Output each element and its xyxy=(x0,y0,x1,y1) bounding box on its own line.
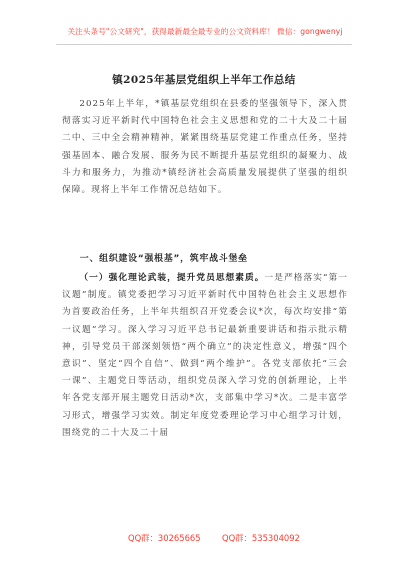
subsection-lead-1: （一）强化理论武装，提升党员思想素质。 xyxy=(79,273,265,283)
header-promo-banner: 关注头条号"公文研究"，获得最新最全最专业的公文资料库！ 微信：gongwenyj xyxy=(67,27,343,36)
footer xyxy=(0,532,408,546)
section-heading-1: 一、组织建设“强根基”，筑牢战斗堡垒 xyxy=(79,254,248,264)
footer-qq-group-2: QQ群：535304092 xyxy=(222,533,300,543)
intro-paragraph: 2025年上半年，*镇基层党组织在县委的坚强领导下，深入贯彻落实习近平新时代中国特色社会主义思想和党的二十大及二十届二中、三中全会精神精神，紧紧围绕基层党建工作重点任务，坚持强基固本、融合发展、服务为民不断提升基层党组织的凝聚力、战斗力和服务力，为推动*镇经济社会高质量发展提供了坚强的组织保障。现将上半年工作情况总结如下。 xyxy=(62,99,348,196)
subsection-body-1: 一是严格落实“第一议题”制度。镇党委把学习习近平新时代中国特色社会主义思想作为首要政治任务，上半年共组织召开党委会议*次，每次均安排“第一议题”学习。深入学习习近平总书记最新重要讲话和指示批示精神，引导党员干部深刻领悟“两个确立”的决定性意义，增强“四个意识”、坚定“四个自信”、做到“两个维护”。各党支部依托“三会一课”、主题党日等活动，组织党员深入学习党的创新理论，上半年各党支部开展主题党日活动*次，支部集中学习*次。二是丰富学习形式，增强学习实效。制定年度党委理论学习中心组学习计划，围绕党的二十大及二十届 xyxy=(62,273,348,438)
footer-qq-group-1: QQ群：30265665 xyxy=(128,533,201,543)
document-title: 镇2025年基层党组织上半年工作总结 xyxy=(112,74,296,86)
subsection-paragraph-1 xyxy=(62,270,348,442)
header-divider xyxy=(56,44,352,45)
